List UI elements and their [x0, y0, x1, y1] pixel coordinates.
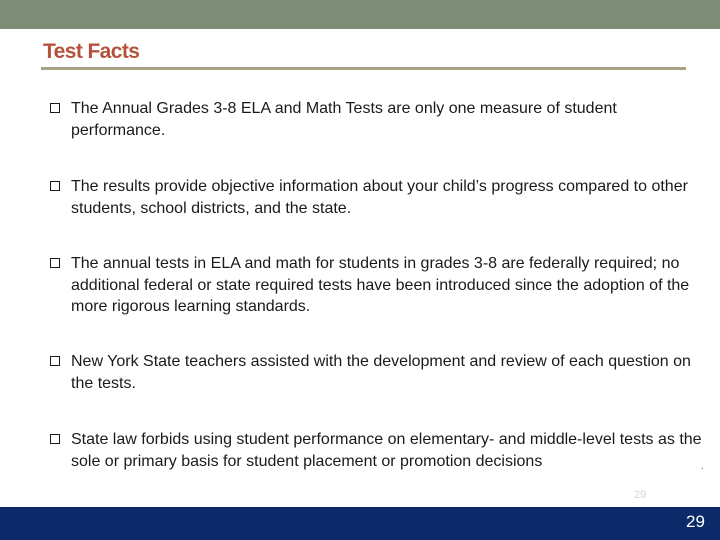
- bullet-text: The Annual Grades 3-8 ELA and Math Tests are only one measure of student performance.: [71, 100, 617, 139]
- bullet-text: The annual tests in ELA and math for students in grades 3-8 are federally required; no additional federal or state required tests have been introduced since the adoption of the more rigorous learning standards.: [71, 255, 690, 315]
- title-divider: [41, 67, 686, 70]
- top-band: [0, 0, 720, 29]
- trailing-period: .: [701, 461, 704, 471]
- bullet-item: [50, 429, 715, 472]
- ghost-page-number: 29: [634, 489, 647, 501]
- bullet-item: [50, 351, 715, 394]
- bullet-text: New York State teachers assisted with the development and review of each question on the tests.: [71, 353, 691, 392]
- checkbox-bullet-icon: [50, 434, 60, 444]
- checkbox-bullet-icon: [50, 356, 60, 366]
- bullet-text: The results provide objective information about your child’s progress compared to other students, school districts, and the state.: [71, 178, 688, 217]
- bullet-item: [50, 176, 715, 219]
- slide-title: Test Facts: [43, 40, 140, 63]
- checkbox-bullet-icon: [50, 181, 60, 191]
- footer-band: [0, 507, 720, 540]
- checkbox-bullet-icon: [50, 258, 60, 268]
- checkbox-bullet-icon: [50, 103, 60, 113]
- bullet-text: State law forbids using student performance on elementary- and middle-level tests as the sole or primary basis for student placement or promotion decisions: [71, 431, 702, 470]
- page-number: 29: [686, 512, 705, 531]
- bullet-item: [50, 253, 715, 318]
- bullet-item: [50, 98, 715, 141]
